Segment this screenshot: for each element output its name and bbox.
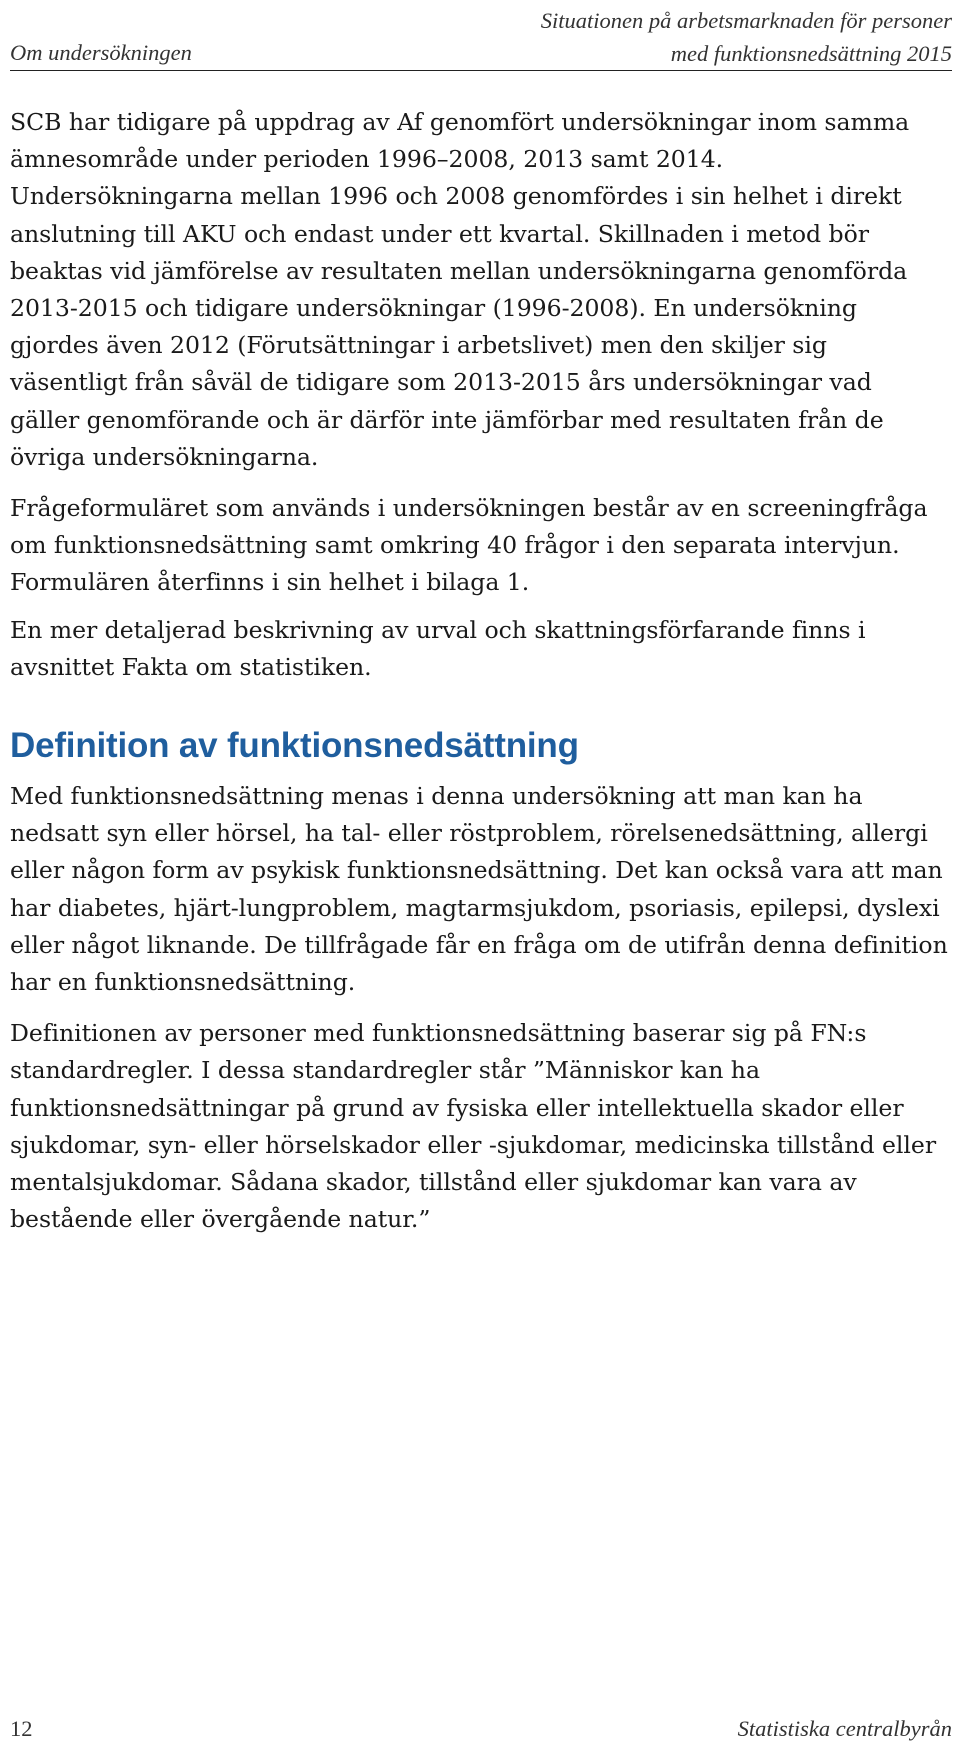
header-report-title-line2: med funktionsnedsättning 2015	[670, 41, 952, 66]
page-content	[10, 104, 948, 1238]
definition-paragraph-2: Definitionen av personer med funktionsnedsättning baserar sig på FN:s standardregler. I dessa standardregler står ”Människor kan ha funktionsnedsättningar på grund av fysiska eller intellektuella skador eller sjukdomar, syn- eller hörselskador eller -sjukdomar, medicinska tillstånd eller mentalsjukdomar. Sådana skador, tillstånd eller sjukdomar kan vara av bestående eller övergående natur.”	[10, 1019, 937, 1234]
intro-paragraph-1: SCB har tidigare på uppdrag av Af genomfört undersökningar inom samma ämnesområde under perioden 1996–2008, 2013 samt 2014. Undersökningarna mellan 1996 och 2008 genomfördes i sin helhet i direkt anslutning till AKU och endast under ett kvartal. Skillnaden i metod bör beaktas vid jämförelse av resultaten mellan undersökningarna genomförda 2013-2015 och tidigare undersökningar (1996-2008). En undersökning gjordes även 2012 (Förutsättningar i arbetslivet) men den skiljer sig väsentligt från såväl de tidigare som 2013-2015 års undersökningar vad gäller genomförande och är därför inte jämförbar med resultaten från de övriga undersökningarna.	[10, 108, 910, 471]
definition-paragraph-1: Med funktionsnedsättning menas i denna undersökning att man kan ha nedsatt syn eller hörsel, ha tal- eller röstproblem, rörelsenedsättning, allergi eller någon form av psykisk funktionsnedsättning. Det kan också vara att man har diabetes, hjärt-lungproblem, magtarmsjukdom, psoriasis, epilepsi, dyslexi eller något liknande. De tillfrågade får en fråga om de utifrån denna definition har en funktionsnedsättning.	[10, 782, 948, 997]
page-footer	[10, 1716, 952, 1746]
page-header	[10, 4, 952, 71]
header-section-name: Om undersökningen	[10, 39, 192, 65]
header-report-title	[541, 4, 952, 70]
header-report-title-line1: Situationen på arbetsmarknaden för personer	[540, 8, 952, 33]
intro-paragraph-2: Frågeformuläret som används i undersökningen består av en screeningfråga om funktionsnedsättning samt omkring 40 frågor i den separata intervjun. Formulären återfinns i sin helhet i bilaga 1.	[10, 494, 928, 597]
section-heading-definition: Definition av funktionsnedsättning	[10, 726, 579, 766]
intro-paragraph-3: En mer detaljerad beskrivning av urval och skattningsförfarande finns i avsnittet Fakta om statistiken.	[10, 615, 866, 681]
footer-publisher: Statistiska centralbyrån	[737, 1716, 952, 1741]
page-number: 12	[10, 1716, 33, 1741]
